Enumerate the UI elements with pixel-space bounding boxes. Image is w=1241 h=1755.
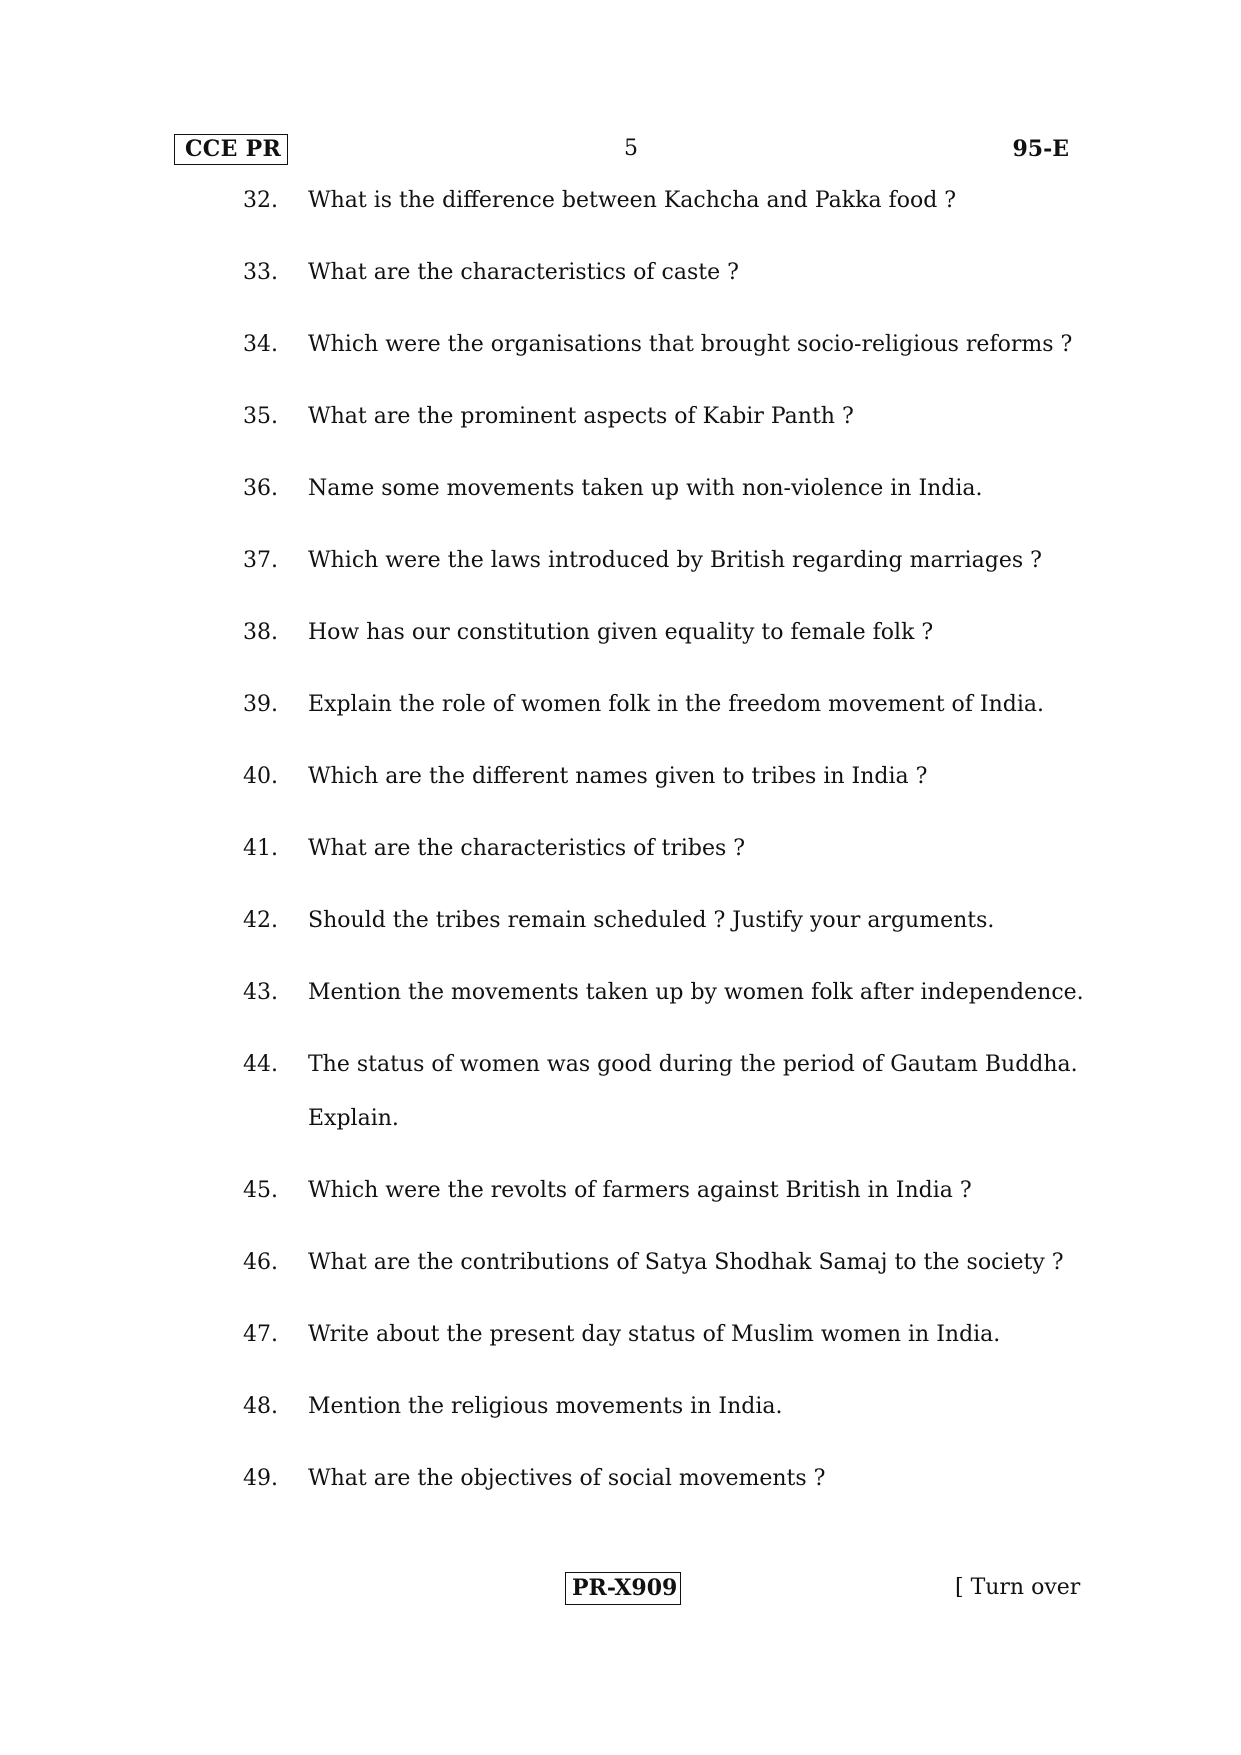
question-item [243, 174, 1093, 228]
question-text: Should the tribes remain scheduled ? Justify your arguments. [308, 908, 995, 933]
question-item [243, 462, 1093, 516]
question-text: What are the characteristics of caste ? [308, 260, 739, 285]
series-code-box: CCE PR [174, 134, 288, 165]
question-number: 32. [243, 188, 278, 213]
question-item [243, 1380, 1093, 1434]
question-text: Name some movements taken up with non-violence in India. [308, 476, 983, 501]
booklet-code-box: PR-X909 [565, 1572, 681, 1605]
question-number: 35. [243, 404, 278, 429]
question-number: 42. [243, 908, 278, 933]
question-number: 33. [243, 260, 278, 285]
question-text: Which were the laws introduced by British regarding marriages ? [308, 548, 1042, 573]
question-text: What are the contributions of Satya Shodhak Samaj to the society ? [308, 1250, 1064, 1275]
question-item [243, 1164, 1093, 1218]
question-text: How has our constitution given equality to female folk ? [308, 620, 934, 645]
turn-over-note: [ Turn over [955, 1575, 1081, 1600]
question-list [243, 174, 1093, 1524]
question-text: What are the objectives of social movements ? [308, 1466, 826, 1491]
question-text: Explain the role of women folk in the freedom movement of India. [308, 692, 1044, 717]
question-item [243, 1452, 1093, 1506]
question-item [243, 966, 1093, 1020]
question-number: 45. [243, 1178, 278, 1203]
question-item [243, 318, 1093, 372]
question-number: 48. [243, 1394, 278, 1419]
question-item [243, 606, 1093, 660]
question-number: 47. [243, 1322, 278, 1347]
question-text: Mention the religious movements in India. [308, 1394, 783, 1419]
question-item [243, 894, 1093, 948]
question-text: The status of women was good during the period of Gautam Buddha. Explain. [308, 1052, 1078, 1131]
question-text: What is the difference between Kachcha and Pakka food ? [308, 188, 957, 213]
question-number: 41. [243, 836, 278, 861]
question-number: 36. [243, 476, 278, 501]
question-number: 39. [243, 692, 278, 717]
question-text: Mention the movements taken up by women folk after independence. [308, 980, 1084, 1005]
question-text: Which are the different names given to tribes in India ? [308, 764, 928, 789]
question-item [243, 750, 1093, 804]
question-item [243, 390, 1093, 444]
question-number: 43. [243, 980, 278, 1005]
question-item [243, 822, 1093, 876]
paper-code: 95-E [1012, 136, 1069, 162]
page-header [174, 134, 1077, 168]
question-item [243, 1038, 1093, 1146]
question-text: Write about the present day status of Muslim women in India. [308, 1322, 1001, 1347]
question-item [243, 678, 1093, 732]
question-text: What are the characteristics of tribes ? [308, 836, 746, 861]
question-text: Which were the organisations that brought socio-religious reforms ? [308, 332, 1073, 357]
question-item [243, 1308, 1093, 1362]
question-number: 46. [243, 1250, 278, 1275]
page-number: 5 [624, 136, 638, 161]
question-number: 34. [243, 332, 278, 357]
question-number: 49. [243, 1466, 278, 1491]
question-number: 37. [243, 548, 278, 573]
question-text: What are the prominent aspects of Kabir Panth ? [308, 404, 854, 429]
question-number: 38. [243, 620, 278, 645]
question-text: Which were the revolts of farmers against British in India ? [308, 1178, 972, 1203]
question-number: 40. [243, 764, 278, 789]
question-item [243, 246, 1093, 300]
question-item [243, 1236, 1093, 1290]
question-number: 44. [243, 1052, 278, 1077]
question-item [243, 534, 1093, 588]
